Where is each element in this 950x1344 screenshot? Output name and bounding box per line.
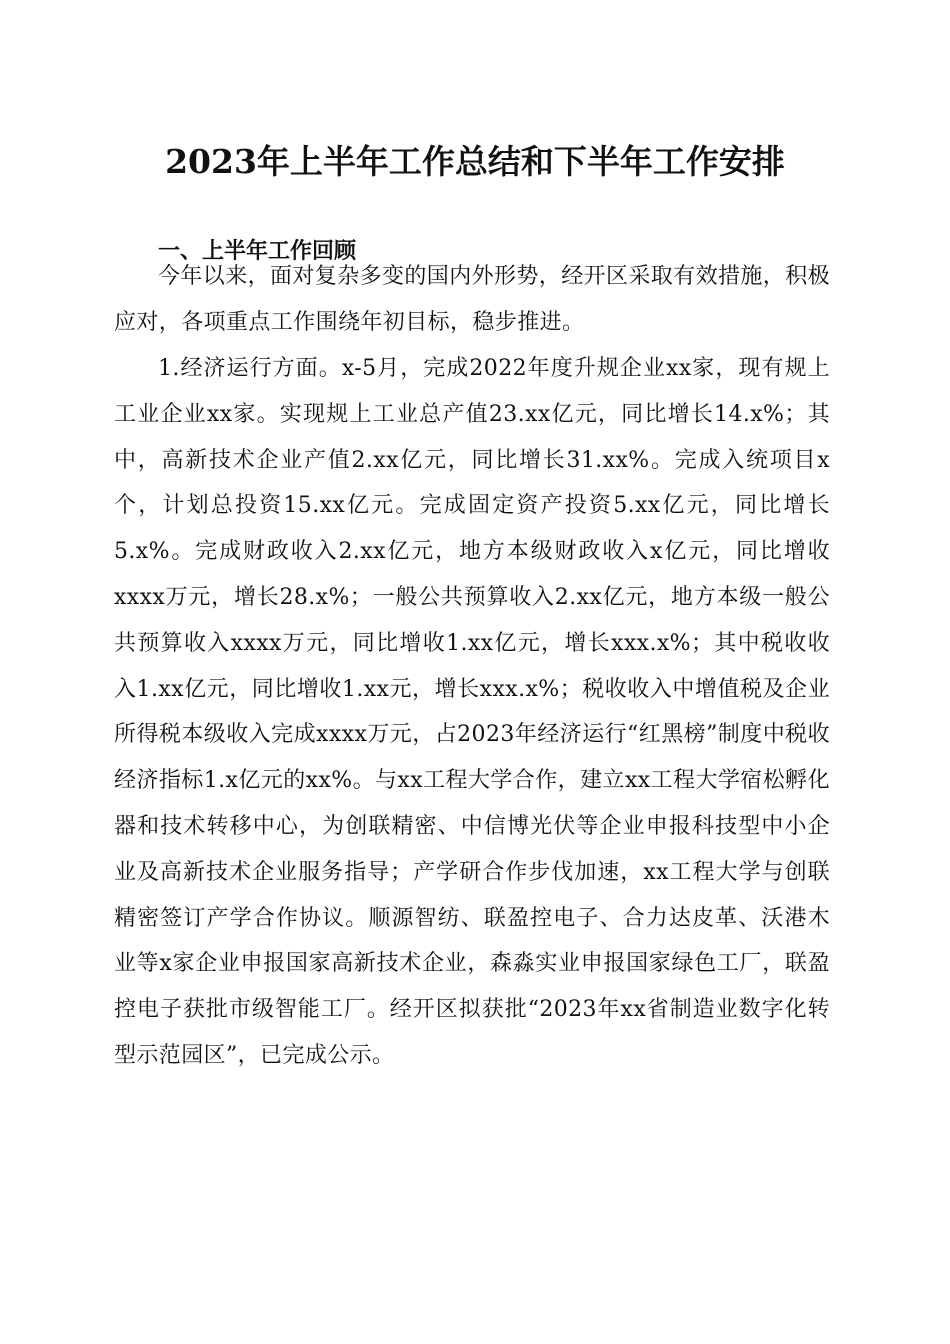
paragraph-intro: 今年以来，面对复杂多变的国内外形势，经开区采取有效措施，积极应对，各项重点工作围绕年初目标，稳步推进。 bbox=[114, 264, 831, 335]
paragraph-economic-operation: 1.经济运行方面。x-5月，完成2022年度升规企业xx家，现有规上工业企业xx家。实现规上工业总产值23.xx亿元，同比增长14.x%；其中，高新技术企业产值2.xx亿元，同比增长31.xx%。完成入统项目x个，计划总投资15.xx亿元。完成固定资产投资5.xx亿元，同比增长5.x%。完成财政收入2.xx亿元，地方本级财政收入x亿元，同比增收xxxx万元，增长28.x%；一般公共预算收入2.xx亿元，地方本级一般公共预算收入xxxx万元，同比增收1.xx亿元，增长xxx.x%；其中税收收入1.xx亿元，同比增收1.xx元，增长xxx.x%；税收收入中增值税及企业所得税本级收入完成xxxx万元，占2023年经济运行“红黑榜”制度中税收经济指标1.x亿元的xx%。与xx工程大学合作，建立xx工程大学宿松孵化器和技术转移中心，为创联精密、中信博光伏等企业申报科技型中小企业及高新技术企业服务指导；产学研合作步伐加速，xx工程大学与创联精密签订产学合作协议。顺源智纺、联盈控电子、合力达皮革、沃港木业等x家企业申报国家高新技术企业，森淼实业申报国家绿色工厂，联盈控电子获批市级智能工厂。经开区拟获批“2023年xx省制造业数字化转型示范园区”，已完成公示。 bbox=[114, 356, 830, 1068]
section-heading: 一、上半年工作回顾 bbox=[158, 239, 357, 264]
document-title: 2023年上半年工作总结和下半年工作安排 bbox=[165, 142, 785, 181]
